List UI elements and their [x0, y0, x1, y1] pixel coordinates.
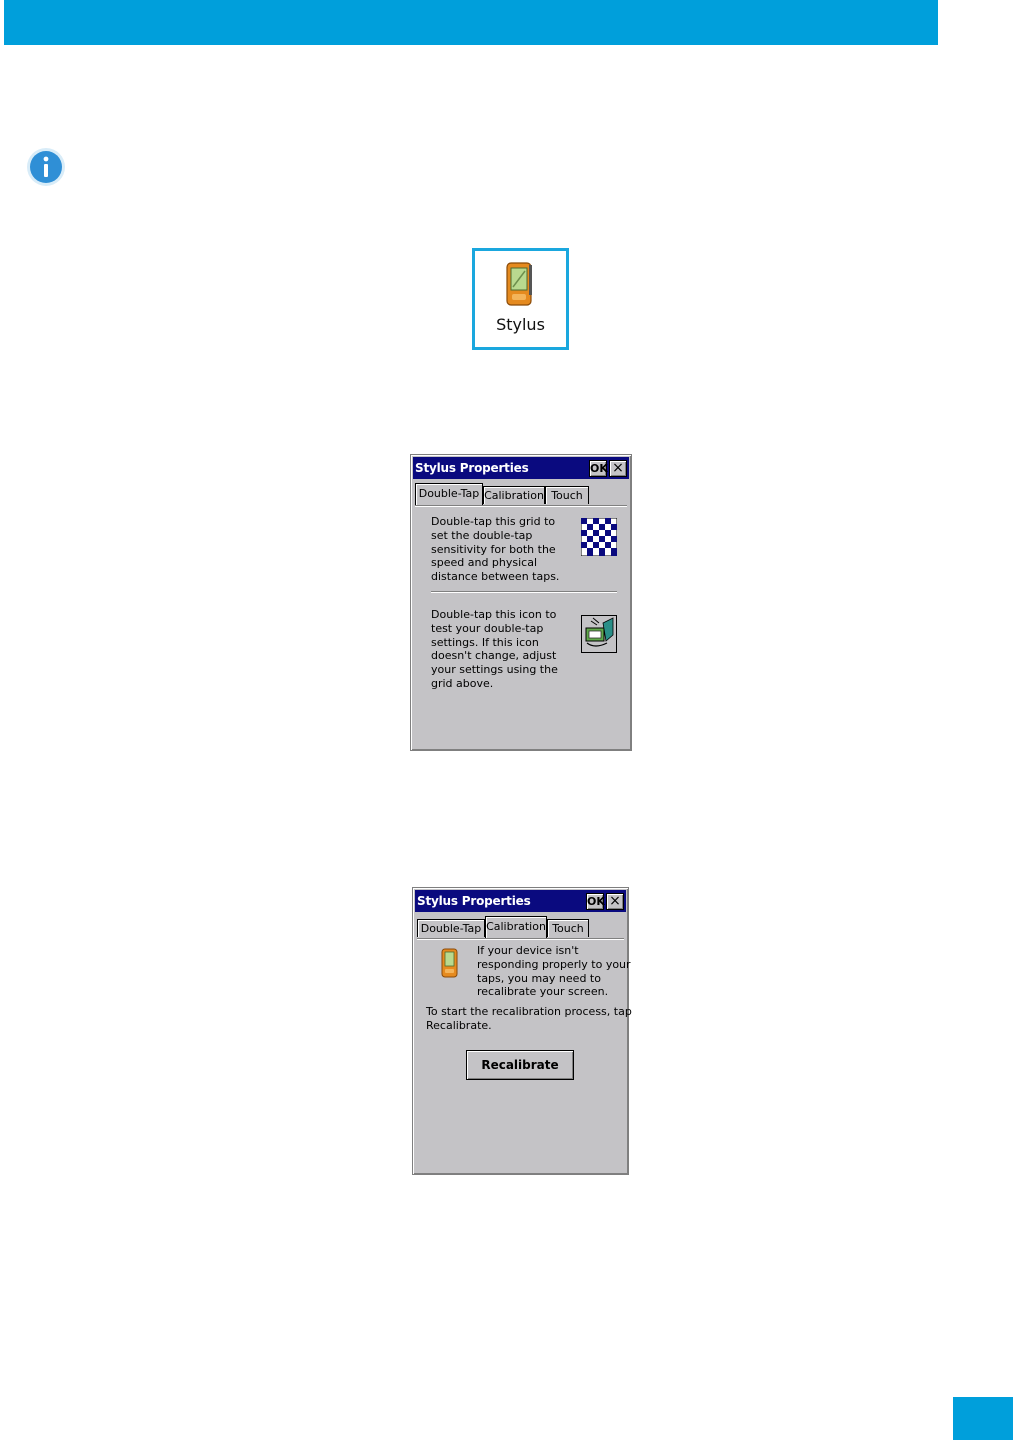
header-bar [4, 0, 938, 45]
tab-panel-top-border [417, 938, 624, 940]
checkerboard-grid-icon[interactable] [581, 518, 617, 556]
dialog-title: Stylus Properties [417, 894, 531, 908]
stylus-properties-dialog-calibration [412, 887, 632, 1175]
stylus-properties-dialog-double-tap [410, 454, 632, 751]
calibration-info-text: If your device isn't responding properly to your taps, you may need to recalibrate your screen. [477, 944, 631, 999]
section-separator [431, 591, 617, 593]
stylus-control-panel-item[interactable] [472, 248, 569, 350]
test-instructions: Double-tap this icon to test your double-tap settings. If this icon doesn't change, adjust your settings using the grid above. [431, 608, 558, 690]
tab-double-tap[interactable]: Double-Tap [417, 919, 485, 937]
tab-calibration[interactable]: Calibration [483, 486, 545, 504]
tab-touch[interactable]: Touch [547, 919, 589, 937]
page-number-tab [953, 1397, 1013, 1440]
tab-touch[interactable]: Touch [545, 486, 589, 504]
ok-button[interactable]: OK [587, 895, 605, 908]
ok-button[interactable]: OK [590, 462, 608, 475]
tab-double-tap[interactable]: Double-Tap [415, 483, 483, 505]
handheld-device-icon [440, 948, 460, 978]
stylus-label: Stylus [496, 315, 545, 334]
recalibrate-button[interactable] [466, 1050, 574, 1080]
tab-strip [415, 483, 627, 505]
tab-strip [417, 916, 624, 938]
close-button[interactable]: × [606, 893, 624, 910]
tab-panel-top-border [415, 505, 627, 507]
handheld-device-icon [503, 261, 537, 307]
title-bar [413, 457, 629, 479]
close-button[interactable]: × [609, 460, 627, 477]
recalibrate-label: Recalibrate [481, 1058, 559, 1072]
recalibrate-instructions: To start the recalibration process, tap Recalibrate. [426, 1005, 632, 1032]
tab-calibration[interactable]: Calibration [485, 916, 547, 938]
double-tap-test-icon[interactable] [581, 615, 617, 653]
dialog-title: Stylus Properties [415, 461, 529, 475]
info-icon [25, 146, 67, 188]
grid-instructions: Double-tap this grid to set the double-tap sensitivity for both the speed and physical distance between taps. [431, 515, 560, 584]
title-bar [415, 890, 626, 912]
